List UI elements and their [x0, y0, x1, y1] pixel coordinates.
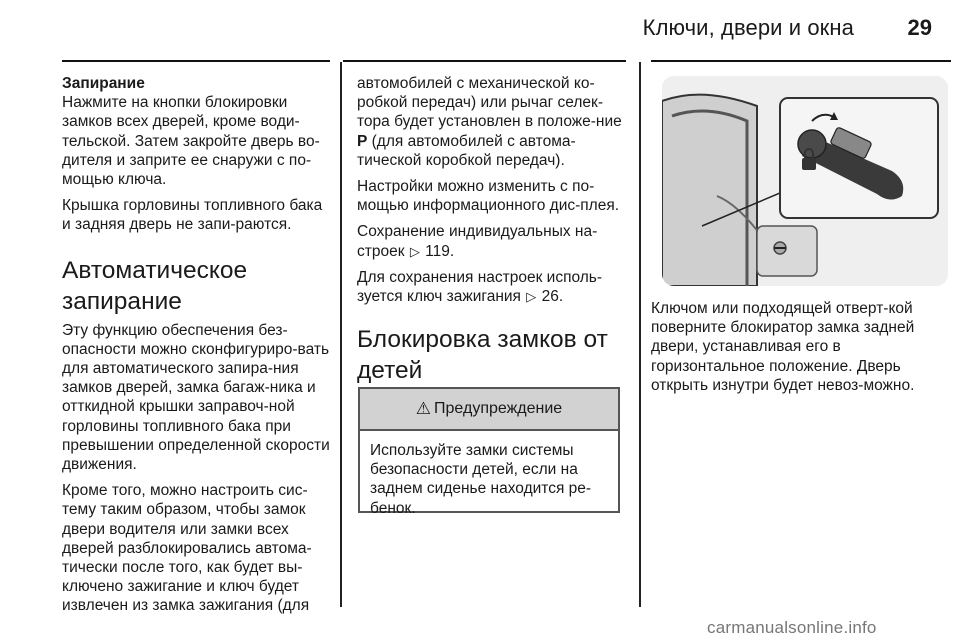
paragraph: Эту функцию обеспечения без-опасности можно сконфигуриро-вать для автоматического запира-ния замков дверей, замка багаж-ника и отткидной крышки заправоч-ной горловины топливного бака при превышении определенной скорости движения.	[62, 321, 330, 474]
header-rule-right	[651, 60, 951, 62]
subheading-locking: Запирание	[62, 75, 145, 92]
illustration-caption: Ключом или подходящей отверт-кой поверните блокиратор замка задней двери, устанавливая его в горизонтальное положение. Дверь открыть изнутри будет невоз-можно.	[651, 300, 915, 394]
header-rule-left	[62, 60, 330, 62]
door-illustration-svg	[662, 76, 948, 286]
warning-header	[360, 389, 618, 431]
paragraph: автомобилей с механической ко-робкой передач) или рычаг селек-тора будет установлен в положе-ние P (для автомобилей с автома-тической коробкой передач).	[357, 75, 622, 169]
section-heading-child-lock: Блокировка замков от детей	[357, 326, 608, 385]
page-header	[0, 0, 960, 60]
paragraph: Для сохранения настроек исполь-зуется ключ зажигания ▷ 26.	[357, 268, 603, 306]
warning-text: Используйте замки системы безопасности детей, если на заднем сиденье находится ре-бенок.	[370, 442, 592, 517]
warning-title: Предупреждение	[434, 400, 563, 417]
chapter-title: Ключи, двери и окна	[642, 15, 854, 40]
paragraph: Нажмите на кнопки блокировки замков всех дверей, кроме води-тельской. Затем закройте дверь во-дителя и заприте ее снаружи с по-мощью ключа.	[62, 94, 320, 189]
column-divider-2	[639, 62, 641, 607]
watermark: carmanualsonline.info	[707, 618, 877, 637]
paragraph: Кроме того, можно настроить сис-тему таким образом, чтобы замок двери водителя или замки всех дверей разблокировались автома-тически после того, как будет вы-ключено зажигание и ключ будет извлечен из замка зажигания (для	[62, 482, 312, 615]
paragraph: Крышка горловины топливного бака и задняя дверь не запи-раются.	[62, 197, 323, 234]
paragraph: Настройки можно изменить с по-мощью информационного дис-плея.	[357, 178, 620, 215]
warning-box	[358, 387, 620, 517]
header-rule-middle	[343, 60, 626, 62]
left-column	[62, 74, 334, 623]
page-reference-icon: ▷	[409, 243, 420, 259]
paragraph: Сохранение индивидуальных на-строек ▷ 119.	[357, 223, 598, 260]
page-reference-link[interactable]: 26.	[541, 288, 564, 306]
warning-triangle-icon: ⚠	[415, 399, 432, 418]
middle-column	[357, 74, 625, 390]
page-reference-icon: ▷	[526, 289, 537, 305]
page-number: 29	[907, 15, 932, 40]
page-reference-link[interactable]: 119.	[425, 242, 455, 260]
section-heading-auto-lock: Автоматическое запирание	[62, 256, 248, 315]
selector-position: P	[357, 132, 368, 150]
column-divider-1	[340, 62, 342, 607]
child-lock-illustration	[662, 76, 948, 286]
